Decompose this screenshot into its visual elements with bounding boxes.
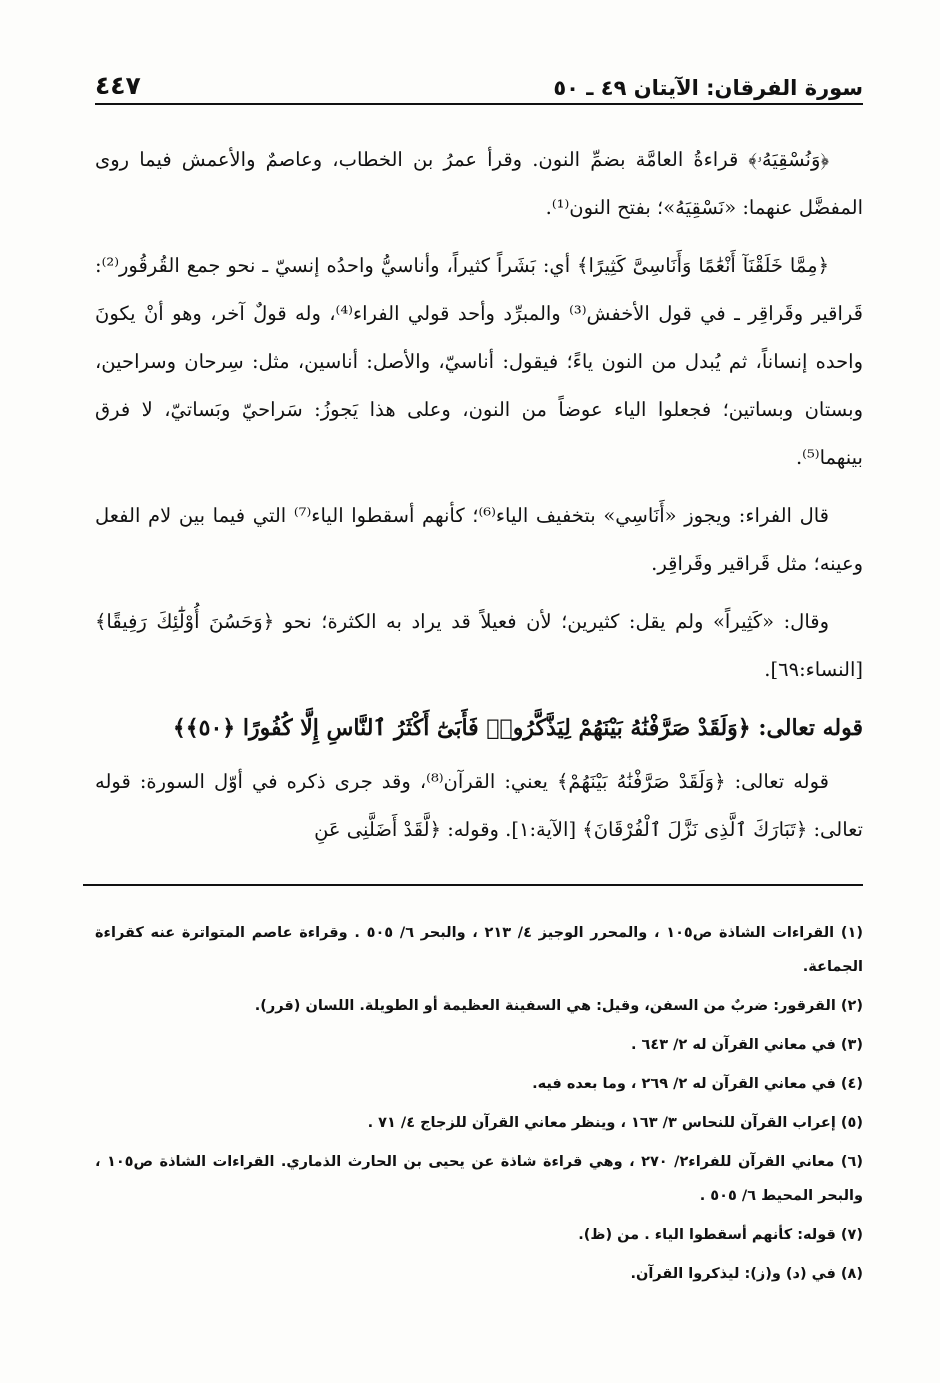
- footnote-rule: [83, 884, 863, 886]
- page-number: ٤٤٧: [95, 71, 141, 100]
- running-title: سورة الفرقان: الآيتان ٤٩ ـ ٥٠: [553, 76, 863, 100]
- page-header: [95, 60, 863, 100]
- footnote-5: (٥) إعراب القرآن للنحاس ٣/ ١٦٣ ، وينظر معاني القرآن للزجاج ٤/ ٧١ .: [367, 1115, 863, 1131]
- paragraph-1: ﴿وَنُسْقِيَهُۥ﴾ قراءةُ العامَّة بضمِّ النون. وقرأ عمرُ بن الخطاب، وعاصمٌ والأعمش فيما روى المفضَّل عنهما: «نَسْقِيَهُ»؛ بفتح النون⁽¹⁾.: [95, 148, 863, 219]
- footnote-4: (٤) في معاني القرآن له ٢/ ٢٦٩ ، وما بعده فيه.: [532, 1076, 863, 1092]
- footnotes: [95, 916, 863, 1296]
- footnote-3: (٣) في معاني القرآن له ٢/ ٦٤٣ .: [630, 1037, 863, 1053]
- paragraph-3: قال الفراء: ويجوز «أَنَاسِي» بتخفيف الياء⁽⁶⁾؛ كأنهم أسقطوا الياء⁽⁷⁾ التي فيما بين لام الفعل وعينه؛ مثل قَراقير وقَراقِر.: [95, 504, 863, 575]
- paragraph-2: ﴿مِمَّا خَلَقْنَآ أَنْعَٰمًا وَأَنَاسِىَّ كَثِيرًا﴾ أي: بَشَراً كثيراً، وأناسيُّ واحدُه إنسيّ ـ نحو جمع القُرقُور⁽²⁾: قَراقير وقَراقِر ـ في قول الأخفش⁽³⁾ والمبرِّد وأحد قولي الفراء⁽⁴⁾، وله قولٌ آخر، وهو أنْ يكونَ واحده إنساناً، ثم يُبدل من النون ياءً؛ فيقول: أناسيّ، والأصل: أناسين، مثل: سِرحان وسراحين، وبستان وبساتين؛ فجعلوا الياء عوضاً من النون، وعلى هذا يَجوزُ: سَراحيّ وبَساتيّ، لا فرق بينهما⁽⁵⁾.: [95, 254, 863, 469]
- footnote-6: (٦) معاني القرآن للفراء٢/ ٢٧٠ ، وهي قراءة شاذة عن يحيى بن الحارث الذماري. القراءات الشاذة ص١٠٥ ، والبحر المحيط ٦/ ٥٠٥ .: [95, 1154, 863, 1204]
- verse-heading: قوله تعالى: ﴿وَلَقَدْ صَرَّفْنَٰهُ بَيْنَهُمْ لِيَذَّكَّرُوا۟ فَأَبَىٰٓ أَكْثَرُ ٱلنَّاسِ إِلَّا كُفُورًا ﴿٥٠﴾﴾: [172, 715, 863, 741]
- paragraph-5: قوله تعالى: ﴿وَلَقَدْ صَرَّفْنَٰهُ بَيْنَهُمْ﴾ يعني: القرآن⁽⁸⁾، وقد جرى ذكره في أوّل السورة: قوله تعالى: ﴿تَبَارَكَ ٱلَّذِى نَزَّلَ ٱلْفُرْقَانَ﴾ [الآية:١]. وقوله: ﴿لَّقَدْ أَضَلَّنِى عَنِ: [95, 770, 863, 841]
- header-rule: [95, 103, 863, 105]
- paragraph-4: وقال: «كَثِيراً» ولم يقل: كثيرين؛ لأن فعيلاً قد يراد به الكثرة؛ نحو ﴿وَحَسُنَ أُوْلَٰٓئِكَ رَفِيقًا﴾ [النساء:٦٩].: [95, 610, 863, 681]
- footnote-2: (٢) القرقور: ضربٌ من السفن، وقيل: هي السفينة العظيمة أو الطويلة. اللسان (قرر).: [254, 998, 863, 1014]
- footnote-8: (٨) في (د) و(ز): ليذكروا القرآن.: [630, 1266, 863, 1282]
- footnote-7: (٧) قوله: كأنهم أسقطوا الياء . من (ظ).: [578, 1227, 863, 1243]
- footnote-1: (١) القراءات الشاذة ص١٠٥ ، والمحرر الوجيز ٤/ ٢١٣ ، والبحر ٦/ ٥٠٥ . وقراءة عاصم المتواترة عنه كقراءة الجماعة.: [95, 925, 863, 975]
- main-text: [95, 136, 863, 864]
